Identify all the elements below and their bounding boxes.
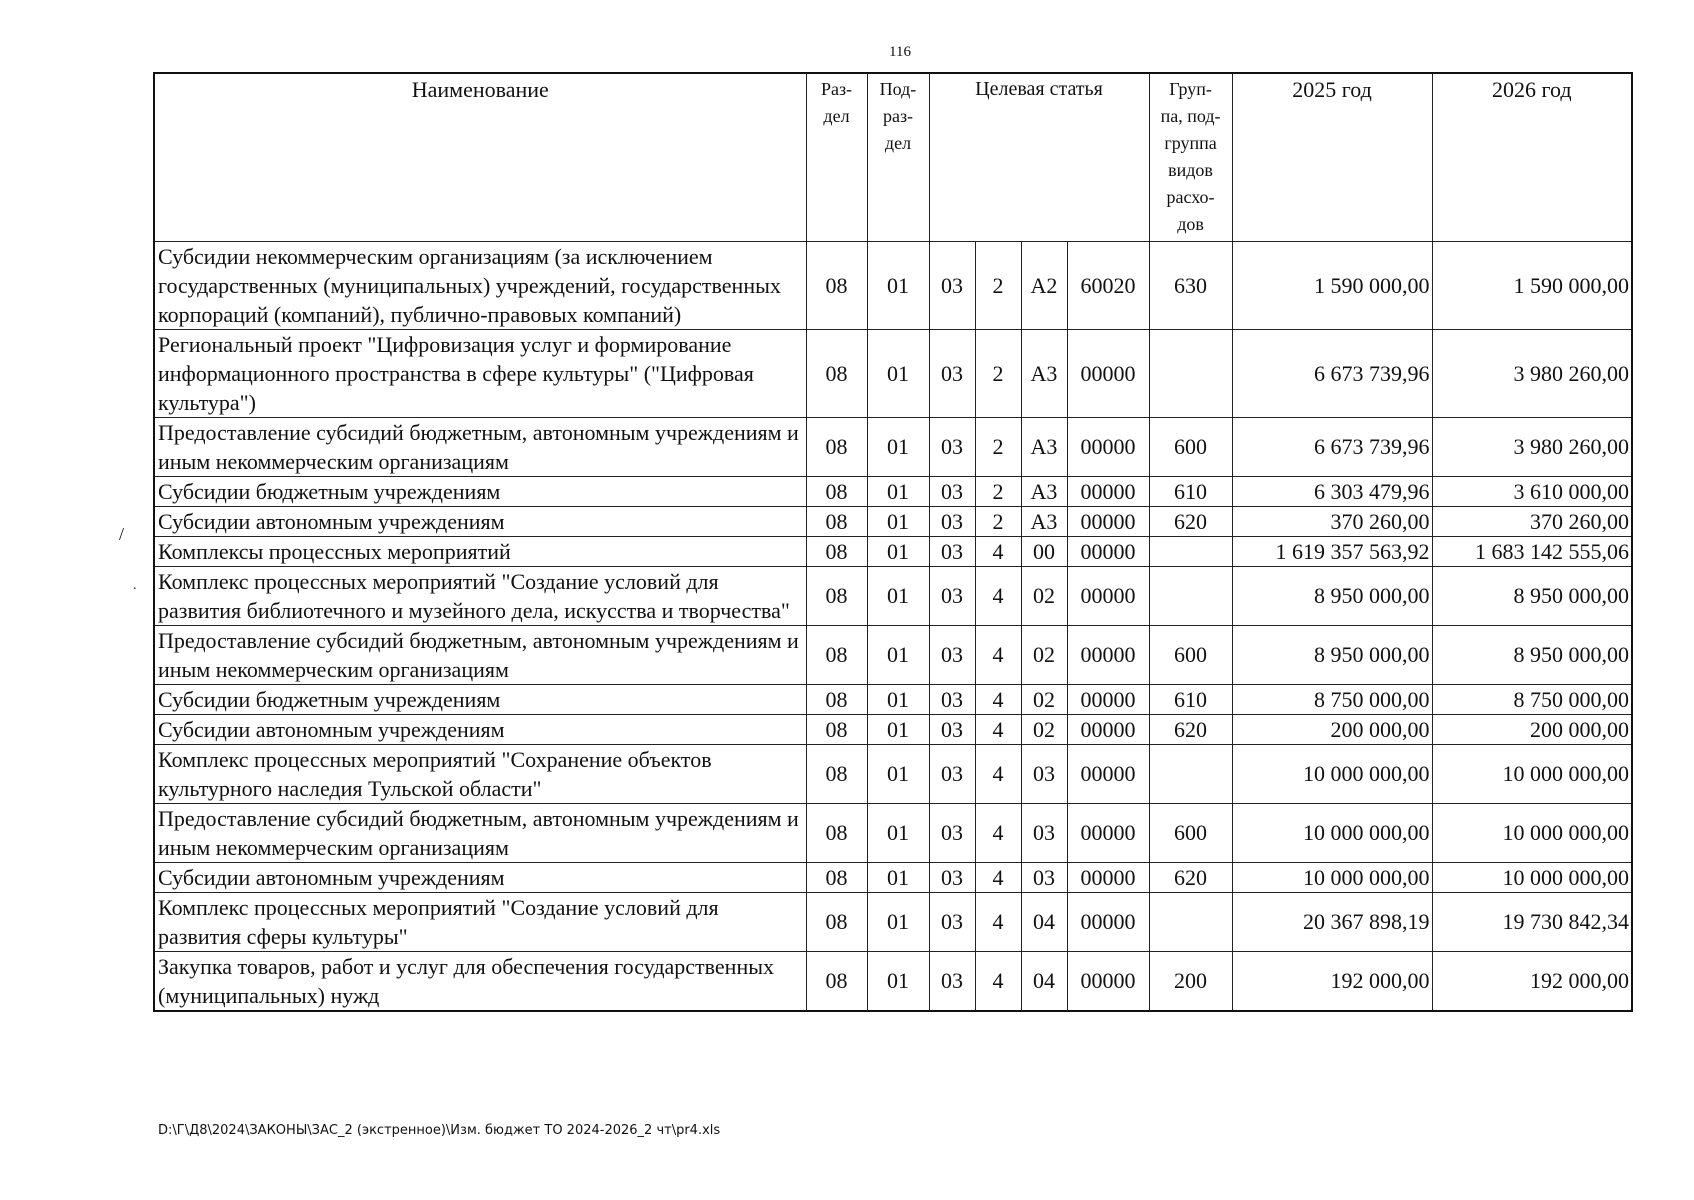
cell-section: 08 [806, 506, 867, 536]
cell-section: 08 [806, 714, 867, 744]
cell-target-program: 03 [929, 476, 975, 506]
table-header-row [154, 73, 1632, 241]
cell-target-program: 03 [929, 536, 975, 566]
cell-amount-2026: 8 950 000,00 [1432, 566, 1632, 625]
cell-section: 08 [806, 476, 867, 506]
header-target-article: Целевая статья [929, 73, 1149, 241]
cell-expense-group [1149, 566, 1232, 625]
cell-target-structural: 04 [1021, 951, 1067, 1011]
cell-target-direction: 00000 [1067, 951, 1149, 1011]
cell-amount-2025: 370 260,00 [1232, 506, 1432, 536]
table-row [154, 506, 1632, 536]
cell-expense-group: 620 [1149, 862, 1232, 892]
table-row [154, 862, 1632, 892]
cell-section: 08 [806, 684, 867, 714]
cell-name: Субсидии некоммерческим организациям (за исключением государственных (муниципальных) учреждений, государственных корпораций (компаний), публично-правовых компаний) [154, 241, 806, 329]
cell-target-program: 03 [929, 803, 975, 862]
cell-target-type: 4 [975, 892, 1021, 951]
cell-amount-2026: 1 683 142 555,06 [1432, 536, 1632, 566]
cell-amount-2025: 10 000 000,00 [1232, 862, 1432, 892]
cell-target-program: 03 [929, 417, 975, 476]
cell-amount-2026: 1 590 000,00 [1432, 241, 1632, 329]
cell-target-structural: 02 [1021, 684, 1067, 714]
cell-subsection: 01 [867, 417, 929, 476]
cell-subsection: 01 [867, 862, 929, 892]
cell-section: 08 [806, 892, 867, 951]
cell-expense-group: 610 [1149, 684, 1232, 714]
cell-target-direction: 00000 [1067, 506, 1149, 536]
cell-section: 08 [806, 744, 867, 803]
cell-amount-2025: 6 303 479,96 [1232, 476, 1432, 506]
cell-target-program: 03 [929, 506, 975, 536]
cell-amount-2026: 8 750 000,00 [1432, 684, 1632, 714]
margin-mark: / [119, 524, 125, 544]
header-name: Наименование [154, 73, 806, 241]
cell-expense-group: 600 [1149, 803, 1232, 862]
cell-amount-2026: 19 730 842,34 [1432, 892, 1632, 951]
cell-section: 08 [806, 241, 867, 329]
cell-target-structural: 03 [1021, 744, 1067, 803]
cell-amount-2025: 192 000,00 [1232, 951, 1432, 1011]
cell-target-structural: 02 [1021, 714, 1067, 744]
cell-amount-2026: 3 980 260,00 [1432, 329, 1632, 417]
table-row [154, 803, 1632, 862]
cell-target-structural: 04 [1021, 892, 1067, 951]
cell-section: 08 [806, 862, 867, 892]
cell-target-program: 03 [929, 625, 975, 684]
cell-name: Комплекс процессных мероприятий "Создание условий для развития сферы культуры" [154, 892, 806, 951]
cell-target-structural: 02 [1021, 625, 1067, 684]
cell-target-program: 03 [929, 329, 975, 417]
cell-expense-group: 600 [1149, 625, 1232, 684]
cell-target-type: 2 [975, 506, 1021, 536]
cell-subsection: 01 [867, 714, 929, 744]
cell-name: Закупка товаров, работ и услуг для обеспечения государственных (муниципальных) нужд [154, 951, 806, 1011]
cell-section: 08 [806, 951, 867, 1011]
cell-subsection: 01 [867, 892, 929, 951]
cell-subsection: 01 [867, 329, 929, 417]
cell-target-direction: 00000 [1067, 803, 1149, 862]
cell-target-direction: 00000 [1067, 862, 1149, 892]
cell-target-direction: 00000 [1067, 536, 1149, 566]
cell-target-structural: 00 [1021, 536, 1067, 566]
cell-target-program: 03 [929, 684, 975, 714]
cell-name: Субсидии автономным учреждениям [154, 714, 806, 744]
cell-amount-2025: 1 590 000,00 [1232, 241, 1432, 329]
cell-target-type: 4 [975, 744, 1021, 803]
cell-target-direction: 00000 [1067, 566, 1149, 625]
cell-expense-group: 610 [1149, 476, 1232, 506]
table-row [154, 417, 1632, 476]
cell-target-type: 2 [975, 476, 1021, 506]
cell-target-program: 03 [929, 566, 975, 625]
cell-amount-2026: 10 000 000,00 [1432, 862, 1632, 892]
cell-target-direction: 00000 [1067, 625, 1149, 684]
cell-amount-2026: 10 000 000,00 [1432, 803, 1632, 862]
cell-amount-2025: 10 000 000,00 [1232, 744, 1432, 803]
cell-expense-group [1149, 536, 1232, 566]
cell-expense-group: 630 [1149, 241, 1232, 329]
header-subsection: Под- раз- дел [867, 73, 929, 241]
cell-section: 08 [806, 803, 867, 862]
cell-target-type: 4 [975, 625, 1021, 684]
cell-target-direction: 00000 [1067, 417, 1149, 476]
cell-subsection: 01 [867, 625, 929, 684]
page-number: 116 [889, 44, 911, 60]
cell-amount-2025: 8 950 000,00 [1232, 625, 1432, 684]
cell-subsection: 01 [867, 536, 929, 566]
cell-expense-group [1149, 892, 1232, 951]
cell-target-type: 4 [975, 684, 1021, 714]
cell-target-structural: 03 [1021, 803, 1067, 862]
cell-name: Региональный проект "Цифровизация услуг и формирование информационного пространства в сфере культуры" ("Цифровая культура") [154, 329, 806, 417]
cell-name: Предоставление субсидий бюджетным, автономным учреждениям и иным некоммерческим организациям [154, 803, 806, 862]
cell-amount-2025: 1 619 357 563,92 [1232, 536, 1432, 566]
cell-expense-group: 620 [1149, 506, 1232, 536]
cell-amount-2026: 3 610 000,00 [1432, 476, 1632, 506]
table-row [154, 566, 1632, 625]
cell-amount-2025: 200 000,00 [1232, 714, 1432, 744]
cell-expense-group [1149, 744, 1232, 803]
cell-target-direction: 00000 [1067, 329, 1149, 417]
cell-subsection: 01 [867, 951, 929, 1011]
table-row [154, 892, 1632, 951]
table-row [154, 241, 1632, 329]
cell-expense-group: 200 [1149, 951, 1232, 1011]
table-row [154, 625, 1632, 684]
cell-amount-2026: 3 980 260,00 [1432, 417, 1632, 476]
cell-target-type: 4 [975, 536, 1021, 566]
cell-target-structural: А3 [1021, 476, 1067, 506]
table-row [154, 684, 1632, 714]
cell-target-structural: А2 [1021, 241, 1067, 329]
cell-name: Субсидии бюджетным учреждениям [154, 476, 806, 506]
cell-target-type: 4 [975, 566, 1021, 625]
table-body [154, 241, 1632, 1011]
cell-target-direction: 00000 [1067, 684, 1149, 714]
header-year-2026: 2026 год [1432, 73, 1632, 241]
cell-section: 08 [806, 625, 867, 684]
cell-section: 08 [806, 417, 867, 476]
cell-subsection: 01 [867, 744, 929, 803]
cell-target-type: 2 [975, 241, 1021, 329]
cell-subsection: 01 [867, 803, 929, 862]
table-row [154, 744, 1632, 803]
cell-section: 08 [806, 536, 867, 566]
cell-name: Предоставление субсидий бюджетным, автономным учреждениям и иным некоммерческим организациям [154, 625, 806, 684]
cell-target-program: 03 [929, 241, 975, 329]
cell-expense-group: 600 [1149, 417, 1232, 476]
table-row [154, 714, 1632, 744]
budget-table [153, 72, 1633, 1012]
cell-target-type: 4 [975, 951, 1021, 1011]
cell-amount-2026: 200 000,00 [1432, 714, 1632, 744]
cell-subsection: 01 [867, 684, 929, 714]
table-row [154, 951, 1632, 1011]
cell-target-structural: А3 [1021, 417, 1067, 476]
header-expense-group: Груп- па, под- группа видов расхо- дов [1149, 73, 1232, 241]
cell-name: Предоставление субсидий бюджетным, автономным учреждениям и иным некоммерческим организациям [154, 417, 806, 476]
cell-subsection: 01 [867, 566, 929, 625]
cell-name: Комплексы процессных мероприятий [154, 536, 806, 566]
cell-amount-2026: 192 000,00 [1432, 951, 1632, 1011]
cell-section: 08 [806, 566, 867, 625]
cell-target-type: 4 [975, 714, 1021, 744]
cell-amount-2025: 8 750 000,00 [1232, 684, 1432, 714]
cell-amount-2025: 8 950 000,00 [1232, 566, 1432, 625]
cell-target-direction: 00000 [1067, 476, 1149, 506]
cell-target-program: 03 [929, 892, 975, 951]
cell-target-structural: А3 [1021, 506, 1067, 536]
cell-target-structural: 03 [1021, 862, 1067, 892]
cell-target-program: 03 [929, 862, 975, 892]
cell-amount-2025: 6 673 739,96 [1232, 417, 1432, 476]
cell-amount-2026: 8 950 000,00 [1432, 625, 1632, 684]
cell-target-structural: А3 [1021, 329, 1067, 417]
cell-target-type: 4 [975, 803, 1021, 862]
table-row [154, 536, 1632, 566]
cell-expense-group: 620 [1149, 714, 1232, 744]
cell-target-program: 03 [929, 714, 975, 744]
cell-target-direction: 00000 [1067, 744, 1149, 803]
cell-amount-2025: 20 367 898,19 [1232, 892, 1432, 951]
cell-expense-group [1149, 329, 1232, 417]
cell-name: Субсидии бюджетным учреждениям [154, 684, 806, 714]
cell-amount-2025: 10 000 000,00 [1232, 803, 1432, 862]
footer-file-path: D:\Г\Д8\2024\ЗАКОНЫ\ЗАС_2 (экстренное)\Изм. бюджет ТО 2024-2026_2 чт\pr4.xls [158, 1123, 721, 1138]
cell-target-program: 03 [929, 951, 975, 1011]
cell-target-program: 03 [929, 744, 975, 803]
cell-target-type: 4 [975, 862, 1021, 892]
header-section: Раз- дел [806, 73, 867, 241]
cell-target-type: 2 [975, 329, 1021, 417]
cell-subsection: 01 [867, 506, 929, 536]
cell-name: Субсидии автономным учреждениям [154, 862, 806, 892]
cell-section: 08 [806, 329, 867, 417]
cell-target-direction: 00000 [1067, 714, 1149, 744]
margin-mark: . [133, 578, 137, 593]
cell-target-structural: 02 [1021, 566, 1067, 625]
table-row [154, 329, 1632, 417]
cell-name: Субсидии автономным учреждениям [154, 506, 806, 536]
header-year-2025: 2025 год [1232, 73, 1432, 241]
cell-target-direction: 00000 [1067, 892, 1149, 951]
cell-target-direction: 60020 [1067, 241, 1149, 329]
cell-subsection: 01 [867, 241, 929, 329]
cell-amount-2025: 6 673 739,96 [1232, 329, 1432, 417]
cell-target-type: 2 [975, 417, 1021, 476]
table-row [154, 476, 1632, 506]
cell-subsection: 01 [867, 476, 929, 506]
cell-amount-2026: 370 260,00 [1432, 506, 1632, 536]
cell-name: Комплекс процессных мероприятий "Создание условий для развития библиотечного и музейного дела, искусства и творчества" [154, 566, 806, 625]
cell-amount-2026: 10 000 000,00 [1432, 744, 1632, 803]
cell-name: Комплекс процессных мероприятий "Сохранение объектов культурного наследия Тульской области" [154, 744, 806, 803]
